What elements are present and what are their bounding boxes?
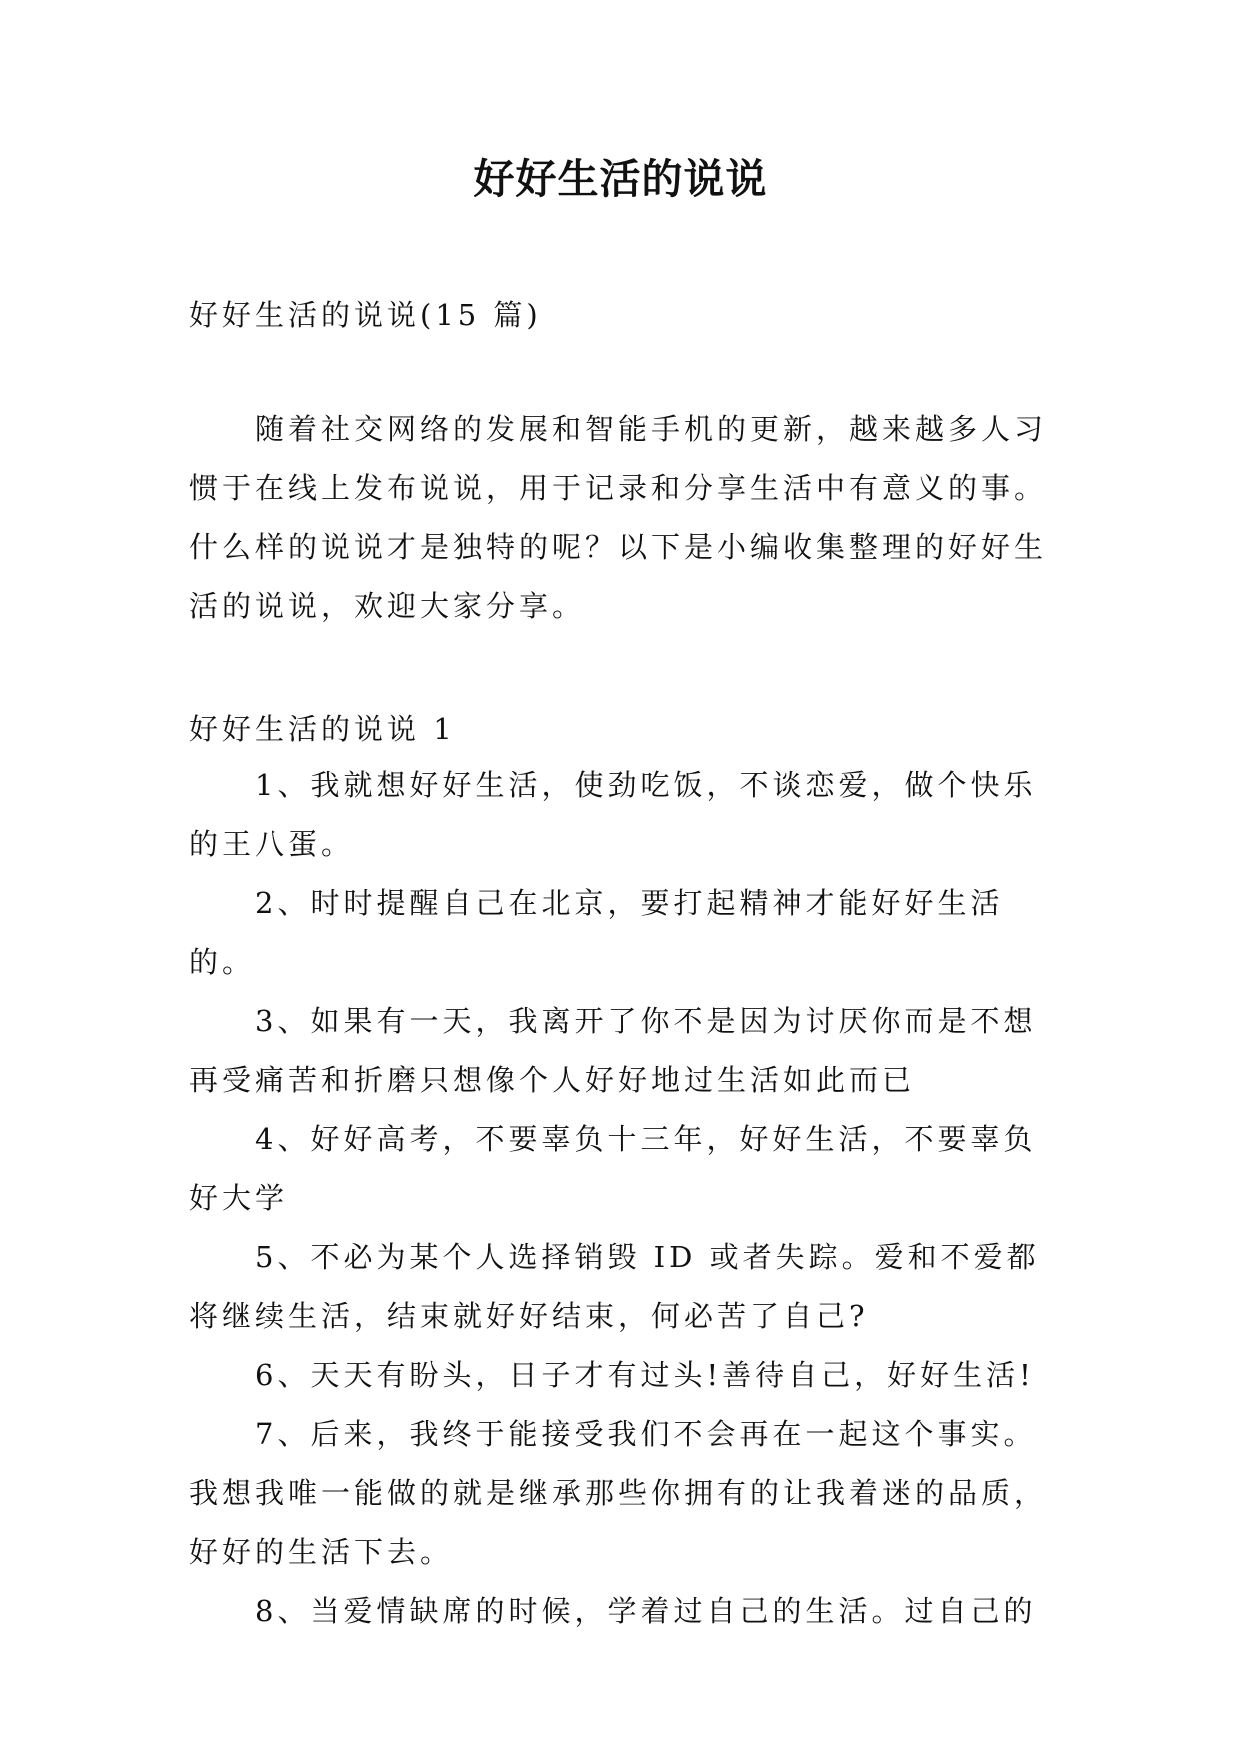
quote-item-3: 3、如果有一天，我离开了你不是因为讨厌你而是不想再受痛苦和折磨只想像个人好好地过生活如此而已 [189,1004,1037,1097]
quote-item-5: 5、不必为某个人选择销毁 ID 或者失踪。爱和不爱都将继续生活，结束就好好结束，何必苦了自己? [189,1240,1040,1333]
quote-item-2: 2、时时提醒自己在北京，要打起精神才能好好生活的。 [189,886,1004,979]
quote-item-6: 6、天天有盼头，日子才有过头!善待自己，好好生活! [255,1358,1035,1392]
quote-item-4: 4、好好高考，不要辜负十三年，好好生活，不要辜负好大学 [189,1122,1037,1215]
section-heading: 好好生活的说说 1 [189,712,456,746]
quote-item-8: 8、当爱情缺席的时候，学着过自己的生活。过自己的 [255,1594,1037,1628]
quote-list [189,756,1069,1641]
quote-item-7: 7、后来，我终于能接受我们不会再在一起这个事实。我想我唯一能做的就是继承那些你拥有的让我着迷的品质，好好的生活下去。 [189,1417,1048,1569]
document-subtitle: 好好生活的说说(15 篇) [189,298,542,332]
intro-paragraph: 随着社交网络的发展和智能手机的更新，越来越多人习惯于在线上发布说说，用于记录和分享生活中有意义的事。什么样的说说才是独特的呢？以下是小编收集整理的好好生活的说说，欢迎大家分享。 [189,412,1048,623]
page-title: 好好生活的说说 [473,155,768,203]
quote-item-1: 1、我就想好好生活，使劲吃饭，不谈恋爱，做个快乐的王八蛋。 [189,768,1037,861]
